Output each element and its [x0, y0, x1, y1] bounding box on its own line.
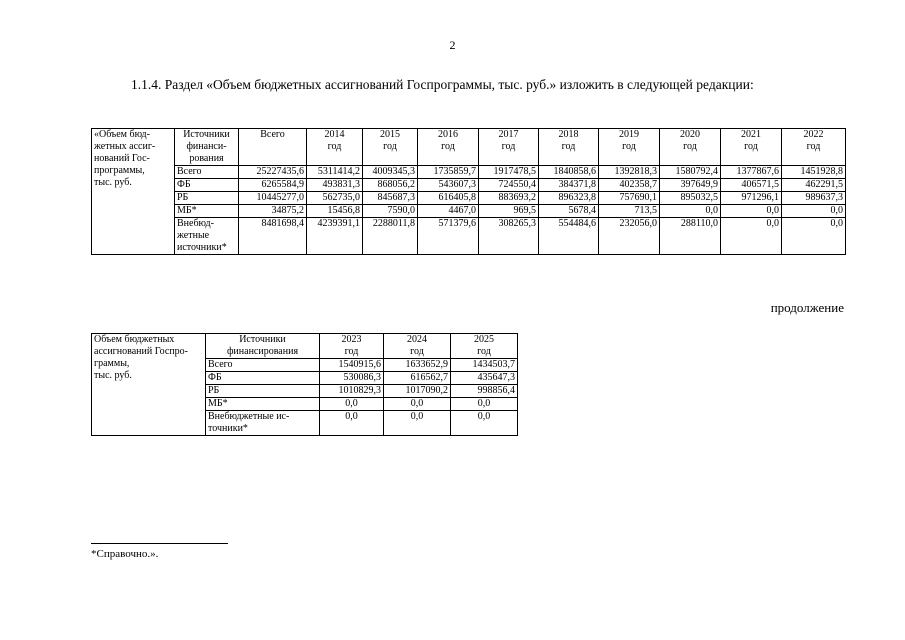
header-row	[92, 334, 518, 359]
cell-line: год	[561, 141, 576, 152]
table-row	[92, 205, 846, 218]
value-cell: 384371,8	[539, 179, 599, 192]
value-cell: 493831,3	[307, 179, 363, 192]
cell-line: год	[327, 141, 342, 152]
cell-line: год	[383, 141, 397, 152]
value-cell: 308265,3	[479, 218, 539, 255]
year-header	[599, 129, 660, 166]
cell-line: 2014	[324, 129, 345, 140]
value-cell: 845687,3	[363, 192, 418, 205]
cell-line: 2020	[680, 129, 700, 140]
cell-line: «Объем бюд-	[94, 129, 150, 140]
value-cell: 0,0	[320, 398, 384, 411]
cell-line: жетных ассиг-	[94, 141, 156, 152]
cell-line: Источники	[239, 334, 286, 345]
value-cell: 0,0	[320, 411, 384, 436]
source-cell	[175, 166, 239, 179]
year-header	[479, 129, 539, 166]
value-cell: 1451928,8	[782, 166, 846, 179]
value-cell: 895032,5	[660, 192, 721, 205]
cell-line: ФБ	[208, 372, 222, 383]
value-cell: 232056,0	[599, 218, 660, 255]
total-cell: 6265584,9	[239, 179, 307, 192]
value-cell: 402358,7	[599, 179, 660, 192]
value-cell: 616405,8	[418, 192, 479, 205]
cell-line: год	[477, 346, 491, 357]
cell-line: 2024	[407, 334, 427, 345]
cell-line: 2025	[474, 334, 494, 345]
value-cell: 0,0	[782, 218, 846, 255]
continuation-label: продолжение	[770, 300, 844, 315]
value-cell: 757690,1	[599, 192, 660, 205]
cell-line: год	[806, 141, 821, 152]
cell-line: программы,	[94, 165, 145, 176]
cell-line: 2017	[498, 129, 519, 140]
year-header	[451, 334, 518, 359]
source-cell	[175, 179, 239, 192]
source-header	[206, 334, 320, 359]
value-cell: 530086,3	[320, 372, 384, 385]
value-cell: 554484,6	[539, 218, 599, 255]
cell-line: Всего	[177, 166, 202, 177]
cell-line: год	[683, 141, 697, 152]
source-cell	[175, 192, 239, 205]
cell-line: 2021	[741, 129, 761, 140]
value-cell: 1017090,2	[384, 385, 451, 398]
value-cell: 1633652,9	[384, 359, 451, 372]
value-cell: 288110,0	[660, 218, 721, 255]
value-cell: 1392818,3	[599, 166, 660, 179]
value-cell: 0,0	[721, 218, 782, 255]
value-cell: 0,0	[384, 411, 451, 436]
footnote-rule	[91, 543, 228, 544]
value-cell: 571379,6	[418, 218, 479, 255]
value-cell: 868056,2	[363, 179, 418, 192]
value-cell: 1917478,5	[479, 166, 539, 179]
cell-line: Всего	[208, 359, 233, 370]
cell-line: год	[344, 346, 359, 357]
value-cell: 998856,4	[451, 385, 518, 398]
cell-line: РБ	[177, 192, 189, 203]
cell-line: ФБ	[177, 179, 191, 190]
cell-line: 2015	[380, 129, 400, 140]
year-header	[320, 334, 384, 359]
year-header	[384, 334, 451, 359]
value-cell: 0,0	[451, 398, 518, 411]
cell-line: год	[744, 141, 758, 152]
cell-line: Объем бюджетных	[94, 334, 175, 345]
value-cell: 713,5	[599, 205, 660, 218]
footnote: *Справочно.».	[91, 548, 159, 560]
cell-line: 2019	[619, 129, 639, 140]
year-header	[307, 129, 363, 166]
value-cell: 406571,5	[721, 179, 782, 192]
cell-line: граммы,	[94, 358, 130, 369]
source-cell	[206, 385, 320, 398]
cell-line: жетные	[177, 230, 210, 241]
row-label-cell	[92, 334, 206, 436]
cell-line: Внебюджетные ис-	[208, 411, 290, 422]
value-cell: 5311414,2	[307, 166, 363, 179]
total-cell: 34875,2	[239, 205, 307, 218]
page-number: 2	[449, 38, 456, 52]
source-cell	[206, 398, 320, 411]
table-row	[92, 192, 846, 205]
cell-line: МБ*	[177, 205, 197, 216]
source-cell	[206, 411, 320, 436]
value-cell: 1540915,6	[320, 359, 384, 372]
value-cell: 969,5	[479, 205, 539, 218]
cell-line: тыс. руб.	[94, 370, 132, 381]
cell-line: источники*	[177, 242, 227, 253]
value-cell: 0,0	[721, 205, 782, 218]
total-cell: 10445277,0	[239, 192, 307, 205]
cell-line: РБ	[208, 385, 220, 396]
value-cell: 971296,1	[721, 192, 782, 205]
source-cell	[175, 205, 239, 218]
table-row	[92, 179, 846, 192]
source-cell	[175, 218, 239, 255]
value-cell: 724550,4	[479, 179, 539, 192]
cell-line: 2022	[803, 129, 824, 140]
value-cell: 7590,0	[363, 205, 418, 218]
value-cell: 562735,0	[307, 192, 363, 205]
cell-line: Внебюд-	[177, 218, 214, 229]
year-header	[721, 129, 782, 166]
total-cell: 8481698,4	[239, 218, 307, 255]
value-cell: 5678,4	[539, 205, 599, 218]
value-cell: 2288011,8	[363, 218, 418, 255]
cell-line: точники*	[208, 423, 248, 434]
value-cell: 0,0	[782, 205, 846, 218]
value-cell: 543607,3	[418, 179, 479, 192]
source-cell	[206, 359, 320, 372]
table-row	[92, 218, 846, 255]
cell-line: год	[410, 346, 424, 357]
budget-table-2014-2022	[91, 128, 846, 255]
value-cell: 1840858,6	[539, 166, 599, 179]
total-header: Всего	[239, 129, 307, 166]
cell-line: Источники	[183, 129, 230, 140]
value-cell: 989637,3	[782, 192, 846, 205]
budget-table-2023-2025	[91, 333, 518, 436]
value-cell: 0,0	[384, 398, 451, 411]
value-cell: 435647,3	[451, 372, 518, 385]
value-cell: 1377867,6	[721, 166, 782, 179]
source-header	[175, 129, 239, 166]
cell-line: ассигнований Госпро-	[94, 346, 188, 357]
cell-line: финансирования	[226, 346, 299, 357]
cell-line: финанси-	[186, 141, 227, 152]
value-cell: 397649,9	[660, 179, 721, 192]
value-cell: 1735859,7	[418, 166, 479, 179]
cell-line: 2018	[558, 129, 579, 140]
cell-line: рования	[189, 153, 224, 164]
value-cell: 4009345,3	[363, 166, 418, 179]
value-cell: 462291,5	[782, 179, 846, 192]
year-header	[363, 129, 418, 166]
cell-line: год	[622, 141, 636, 152]
cell-line: 2016	[438, 129, 458, 140]
value-cell: 0,0	[451, 411, 518, 436]
row-label-cell	[92, 129, 175, 255]
total-cell: 25227435,6	[239, 166, 307, 179]
value-cell: 0,0	[660, 205, 721, 218]
value-cell: 4467,0	[418, 205, 479, 218]
year-header	[782, 129, 846, 166]
cell-line: МБ*	[208, 398, 228, 409]
cell-line: тыс. руб.	[94, 177, 132, 188]
table-row	[92, 166, 846, 179]
value-cell: 883693,2	[479, 192, 539, 205]
cell-line: год	[501, 141, 516, 152]
section-heading: 1.1.4. Раздел «Объем бюджетных ассигнований Госпрограммы, тыс. руб.» изложить в следующей редакции:	[131, 77, 754, 92]
value-cell: 4239391,1	[307, 218, 363, 255]
value-cell: 896323,8	[539, 192, 599, 205]
value-cell: 1580792,4	[660, 166, 721, 179]
header-row	[92, 129, 846, 166]
cell-line: нований Гос-	[94, 153, 150, 164]
cell-line: 2023	[341, 334, 362, 345]
value-cell: 1010829,3	[320, 385, 384, 398]
value-cell: 15456,8	[307, 205, 363, 218]
source-cell	[206, 372, 320, 385]
cell-line: год	[441, 141, 455, 152]
value-cell: 616562,7	[384, 372, 451, 385]
year-header	[418, 129, 479, 166]
value-cell: 1434503,7	[451, 359, 518, 372]
year-header	[539, 129, 599, 166]
year-header	[660, 129, 721, 166]
